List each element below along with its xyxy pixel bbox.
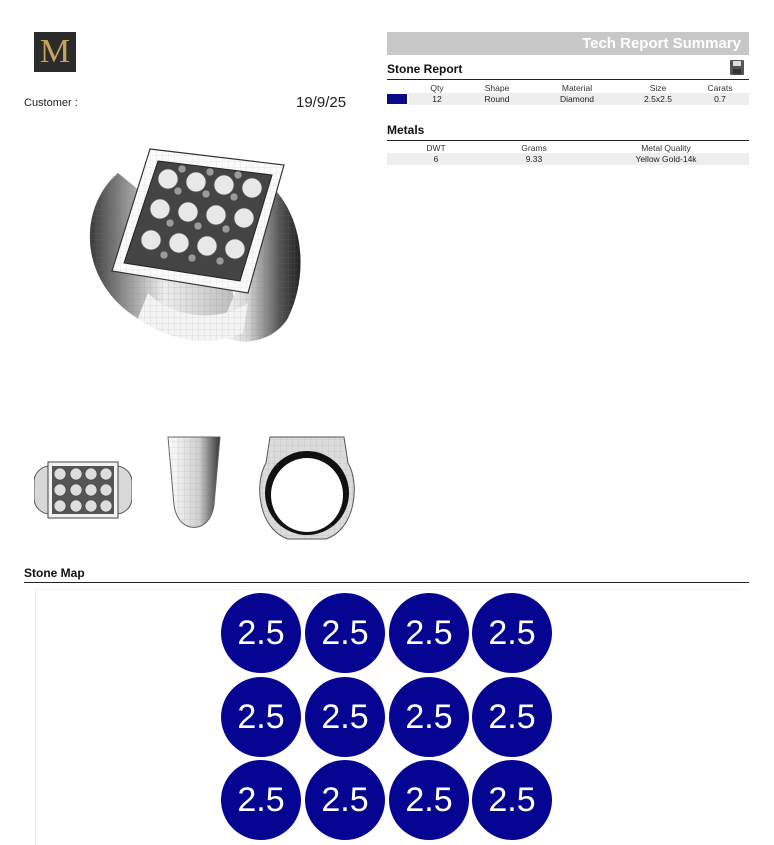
stone-marker: 2.5 <box>305 677 385 757</box>
customer-label: Customer : <box>24 97 78 109</box>
stone-size: 2.5x2.5 <box>625 93 691 105</box>
stone-marker: 2.5 <box>305 760 385 840</box>
stone-color-swatch <box>387 94 407 104</box>
logo-letter: M <box>39 33 71 70</box>
stone-shape: Round <box>465 93 529 105</box>
stone-marker: 2.5 <box>472 760 552 840</box>
col-grams: Grams <box>521 142 547 153</box>
col-shape: Shape <box>484 82 510 93</box>
stone-marker: 2.5 <box>221 677 301 757</box>
ring-back-view-render <box>256 433 358 541</box>
stone-report-table <box>387 82 749 105</box>
ring-side-view-render <box>166 435 222 539</box>
stone-map-rule <box>24 582 749 583</box>
col-color <box>387 82 409 93</box>
stone-report-header-row <box>387 82 749 93</box>
metal-grams: 9.33 <box>485 153 583 165</box>
stone-marker: 2.5 <box>389 677 469 757</box>
stone-marker: 2.5 <box>221 593 301 673</box>
col-carats: Carats <box>707 82 733 93</box>
col-metal-quality: Metal Quality <box>641 142 691 153</box>
metals-rule <box>387 140 749 141</box>
save-icon[interactable] <box>730 60 744 75</box>
ring-front-view-render <box>34 460 132 520</box>
report-date: 19/9/25 <box>296 94 347 111</box>
company-logo <box>34 32 76 72</box>
stone-map-frame <box>35 589 740 845</box>
stone-map-title: Stone Map <box>24 566 85 580</box>
metals-header-row <box>387 142 749 153</box>
table-row <box>387 153 749 165</box>
metals-title: Metals <box>387 123 425 137</box>
metal-dwt: 6 <box>387 153 485 165</box>
stone-report-rule <box>387 79 749 80</box>
stone-carats: 0.7 <box>691 93 749 105</box>
ring-perspective-render <box>78 143 310 353</box>
col-qty: Qty <box>430 82 444 93</box>
metals-table <box>387 142 749 165</box>
stone-marker: 2.5 <box>472 677 552 757</box>
stone-marker: 2.5 <box>472 593 552 673</box>
col-material: Material <box>561 82 593 93</box>
tech-report-summary-title: Tech Report Summary <box>387 32 749 55</box>
stone-marker: 2.5 <box>221 760 301 840</box>
stone-marker: 2.5 <box>389 593 469 673</box>
stone-marker: 2.5 <box>389 760 469 840</box>
stone-material: Diamond <box>529 93 625 105</box>
col-size: Size <box>649 82 667 93</box>
stone-marker: 2.5 <box>305 593 385 673</box>
stone-report-title: Stone Report <box>387 62 463 76</box>
metal-quality: Yellow Gold-14k <box>583 153 749 165</box>
table-row <box>387 93 749 105</box>
stone-color-cell <box>387 93 409 105</box>
col-dwt: DWT <box>426 142 446 153</box>
stone-qty: 12 <box>409 93 465 105</box>
